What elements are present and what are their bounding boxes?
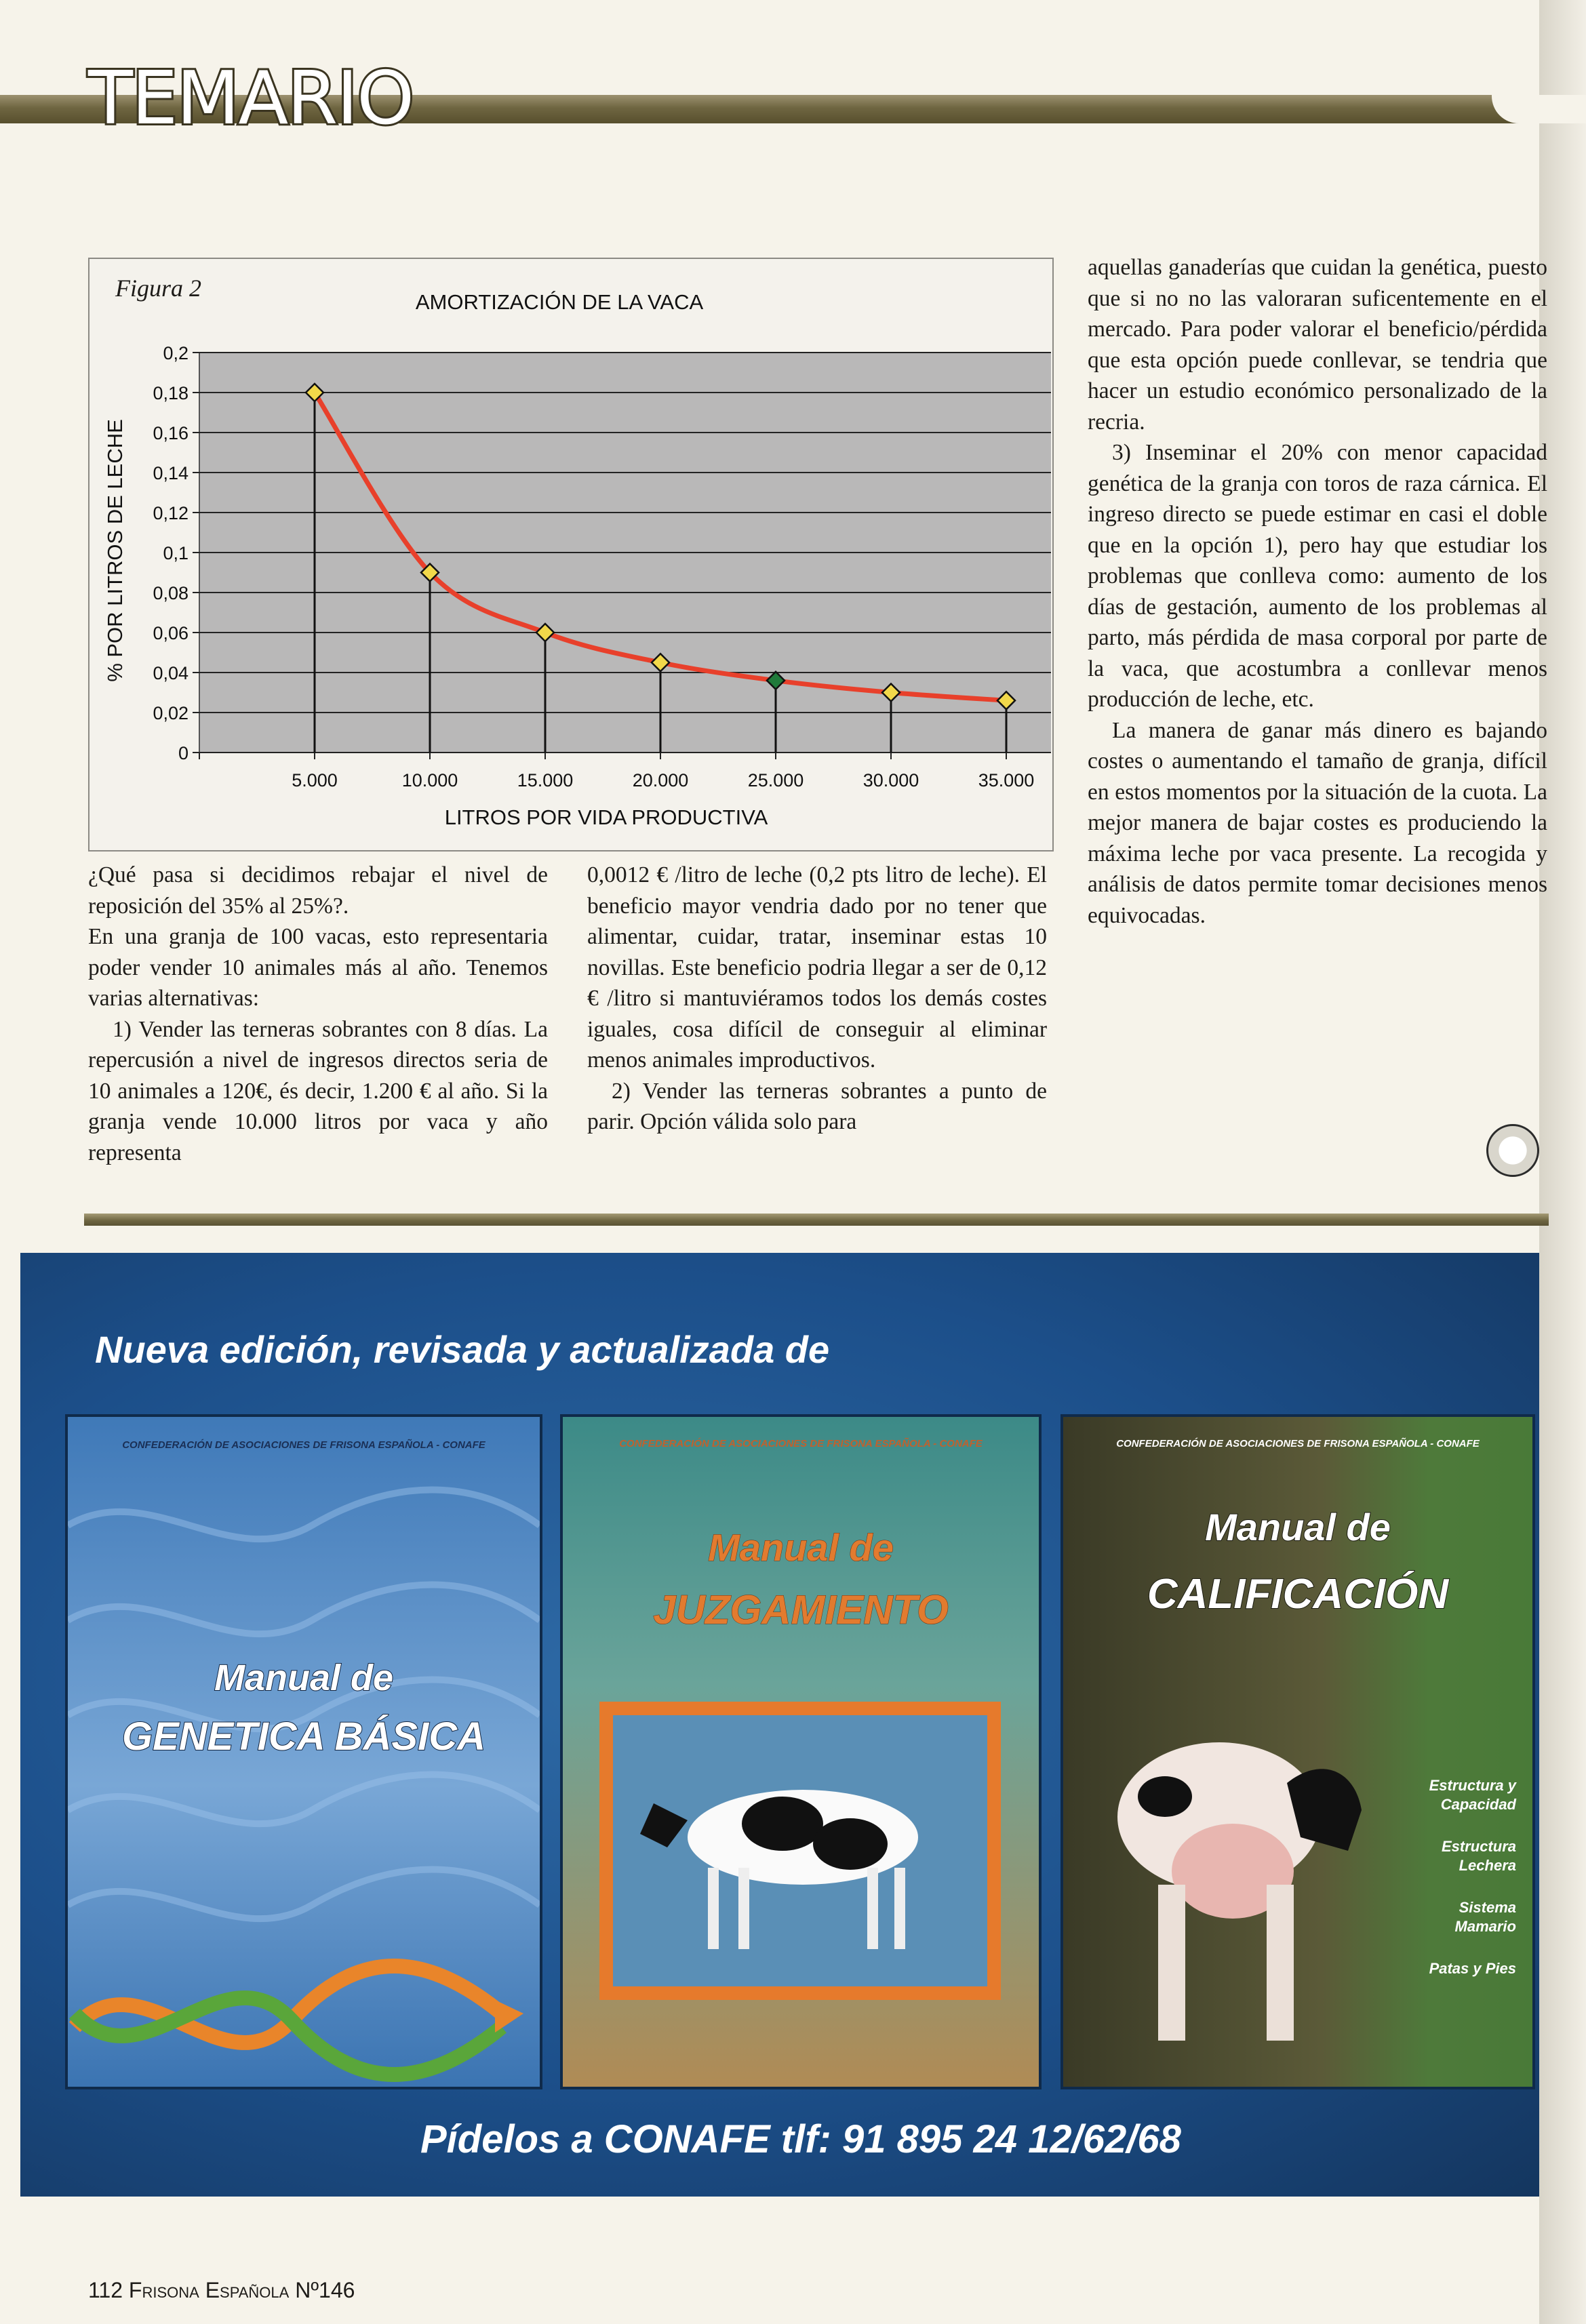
- magazine-name: Frisona Española: [128, 2278, 290, 2302]
- y-axis-label: % POR LITROS DE LECHE: [103, 419, 127, 682]
- book-title-line1: Manual de: [708, 1526, 894, 1569]
- y-tick-label: 0: [178, 743, 189, 763]
- paragraph: En una granja de 100 vacas, esto representaria poder vender 10 animales más al año. Tenemos varias alternativas:: [88, 924, 548, 1011]
- book-topic: Estructura y Capacidad: [1429, 1777, 1516, 1813]
- section-separator: [84, 1214, 1549, 1226]
- paragraph: 2) Vender las terneras sobrantes a punto de parir. Opción válida solo para: [587, 1078, 1047, 1134]
- x-tick-label: 10.000: [401, 770, 458, 790]
- amortization-chart: [88, 258, 1051, 849]
- y-tick-label: 0,08: [153, 583, 189, 603]
- book-publisher: CONFEDERACIÓN DE ASOCIACIONES DE FRISONA ESPAÑOLA - CONAFE: [122, 1439, 485, 1451]
- book-cover-genetica: [65, 1414, 542, 2089]
- section-title: TEMARIO: [88, 56, 414, 141]
- paragraph: ¿Qué pasa si decidimos rebajar el nivel de reposición del 35% al 25%?.: [88, 862, 548, 919]
- x-axis-label: LITROS POR VIDA PRODUCTIVA: [444, 805, 768, 829]
- paragraph: aquellas ganaderías que cuidan la genética, puesto que si no no las valoraran suficentemente en el mercado. Para poder valorar el beneficio/pérdida que esta opción puede conllevar, se tendria que hacer un estudio económico personalizado de la recria.: [1088, 255, 1547, 435]
- article-column-3: [1088, 252, 1547, 931]
- book-topic: Sistema Mamario: [1454, 1899, 1516, 1935]
- article-column-2: [587, 860, 1047, 1138]
- y-tick-labels: [153, 343, 189, 763]
- y-tick-label: 0,12: [153, 503, 189, 523]
- x-tick-label: 20.000: [632, 770, 689, 790]
- y-tick-label: 0,16: [153, 423, 189, 443]
- paragraph: 1) Vender las terneras sobrantes con 8 días. La repercusión a nivel de ingresos directos seria de 10 animales a 120€, és decir, 1.200 € al año. Si la granja vende 10.000 litros por vaca y año representa: [88, 1016, 548, 1165]
- ad-contact: Pídelos a CONAFE tlf: 91 895 24 12/62/68: [420, 2117, 1181, 2161]
- book-title-line2: CALIFICACIÓN: [1147, 1571, 1449, 1618]
- article-column-1: [88, 860, 548, 1168]
- y-tick-label: 0,1: [163, 543, 189, 563]
- paragraph: 0,0012 € /litro de leche (0,2 pts litro de leche). El beneficio mayor vendria dado por no tener que alimentar, cuidar, tratar, inseminar estas 10 novillas. Este beneficio podria llegar a ser de 0,12 € /litro si mantuviéramos todos los demás costes iguales, cosa difícil de conseguir al eliminar menos animales improductivos.: [587, 862, 1047, 1073]
- book-publisher: CONFEDERACIÓN DE ASOCIACIONES DE FRISONA ESPAÑOLA - CONAFE: [619, 1438, 983, 1449]
- book-title-line2: GENETICA BÁSICA: [122, 1715, 485, 1759]
- book-publisher: CONFEDERACIÓN DE ASOCIACIONES DE FRISONA ESPAÑOLA - CONAFE: [1116, 1438, 1480, 1449]
- book-topic: Estructura Lechera: [1441, 1838, 1516, 1874]
- y-tick-label: 0,04: [153, 663, 189, 683]
- cow-illustration-icon: [599, 1702, 1001, 2000]
- x-tick-label: 30.000: [863, 770, 919, 790]
- paragraph: La manera de ganar más dinero es bajando costes o aumentando el tamaño de granja, difícil en estos momentos por la situación de la cuota. La mejor manera de bajar costes es produciendo la máxima leche por vaca presente. La recogida y análisis de datos permite tomar decisiones menos equivocadas.: [1088, 717, 1547, 928]
- y-tick-label: 0,18: [153, 383, 189, 403]
- x-tick-labels: [292, 770, 1034, 790]
- book-cover-juzgamiento: [560, 1414, 1042, 2089]
- x-tick-label: 25.000: [747, 770, 804, 790]
- issue-number: Nº146: [295, 2278, 355, 2302]
- chart-title: AMORTIZACIÓN DE LA VACA: [415, 290, 704, 314]
- figure-label: Figura 2: [115, 275, 202, 302]
- page-footer: [88, 2278, 355, 2303]
- y-tick-label: 0,14: [153, 463, 189, 483]
- y-tick-label: 0,2: [163, 343, 189, 363]
- ad-headline: Nueva edición, revisada y actualizada de: [95, 1328, 830, 1371]
- book-title-line2: JUZGAMIENTO: [653, 1587, 949, 1632]
- paragraph: 3) Inseminar el 20% con menor capacidad genética de la granja con toros de raza cárnica. El ingreso directo se puede estimar en casi el doble que en la opción 1), pero hay que estudiar los problemas que conlleva como: aumento de los días de gestación, aumento de los problemas al parto, más pérdida de masa corporal por parte de la vaca, que acostumbra a conllevar menos producción de leche, etc.: [1088, 440, 1547, 712]
- book-title-line1: Manual de: [214, 1658, 394, 1698]
- header-bar-end: [1492, 95, 1586, 123]
- y-tick-label: 0,06: [153, 623, 189, 643]
- end-of-article-emblem-icon: [1486, 1124, 1539, 1177]
- page-number: 112: [88, 2278, 123, 2302]
- book-title-line1: Manual de: [1205, 1506, 1391, 1548]
- cow-photo-icon: [1063, 1702, 1532, 2081]
- book-cover-calificacion: [1060, 1414, 1535, 2089]
- y-tick-label: 0,02: [153, 703, 189, 723]
- x-tick-label: 15.000: [517, 770, 574, 790]
- x-tick-label: 35.000: [978, 770, 1035, 790]
- book-topic: Patas y Pies: [1429, 1960, 1516, 1977]
- x-tick-label: 5.000: [292, 770, 338, 790]
